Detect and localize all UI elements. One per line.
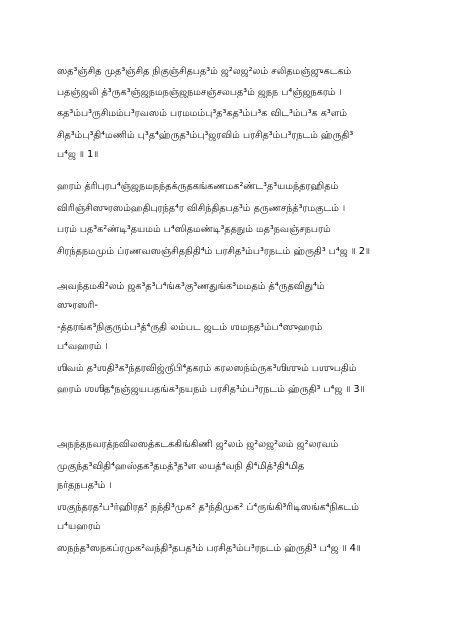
verse-line: அநந்தநவரத்நவிலஸத்கடககிங்கிணி ஜ²லம் ஜ²லஜ²லம் ஜ²லரவம் [57,439,339,450]
verse-line: பரம் பத³க²ண்டி³தயமம் ப⁴ஸிதமண்டி³ததநும் மத³நவஞ்சநபரம் [57,224,331,235]
verse-line: ஸநந்த³ஸநகப்ரமுக²வந்தி³தபத³ம் பரசித³ம்ப³ரநடம் ஹ்ருதி³ ப⁴ஜ ॥ 4॥ [57,543,361,554]
verse-number-line: ப⁴ஜ ॥ 1॥ [57,149,99,160]
verse-line: ஹரம் ஶஶித⁴நஞ்ஜயபதங்க³நயநம் பரசித³ம்ப³ரநடம் ஹ்ருதி³ ப⁴ஜ ॥ 3॥ [57,384,365,395]
verse-line: விரிஞ்சிஸுரஸம்ஹதிபுரந்த⁴ர விசிந்திதபத³ம் தருணசந்த்³ரமகுடம் । [57,203,346,214]
verse-line: ஸத³ஞ்சித முத³ஞ்சித நிகுஞ்சிதபத³ம் ஜ²லஜ²லம் சலிதமஞ்ஜுகடகம் [57,66,352,77]
verse-line: பதஞ்ஜலி த்³ருக³ஞ்ஜநமநஞ்ஜநமசஞ்சலபத³ம் ஜநந ப⁴ஞ்ஜநகரம் । [57,87,342,98]
verse-line: நர்தநபத³ம் । [57,480,112,491]
verse-line: ஶிவம் த³ஶதி³க³ந்தரவிஜ்ருஂபி⁴தகரம் கரலஸந்ம்ருக³ஶிஶும் பஶுபதிம் [57,363,357,374]
verse-line: -த்தரங்க³நிகுரும்ப³த்⁴ருதி லம்பட ஜடம் ஶமநத³ம்ப⁴ஸுஹரம் [57,322,323,333]
verse-line: ஶகுந்தரத²ப³ர்ஹிரத² நந்தி³முக² த³ந்திமுக² ப்⁴ருங்கி³ரிடிஸங்க⁴நிகடம் [57,502,359,513]
verse-line: ஸுரஸரி- [57,300,98,311]
verse-line: ப⁴வஹரம் । [57,341,108,352]
verse-line: கத³ம்ப³ருசிமம்ப³ரவஸம் பரமமம்பு³த³கத³ம்ப³க விட³ம்ப³க க³ளம் [57,108,348,119]
verse-line: ப⁴யஹரம் [57,521,101,532]
verse-line: ஹரம் த்ரிபுரப⁴ஞ்ஜநமநந்தக்ருதகங்கணமக²ண்ட³த³யமந்தரஹிதம் [57,181,339,192]
verse-line: அவந்தமகி²லம் ஜக³த³ப⁴ங்க³கு³ணதுங்க³மமதம் த்⁴ருதவிது⁴ம் [57,281,325,292]
verse-line: சித³ம்பு³தி⁴மணிம் பு³த⁴ஹ்ருத³ம்பு³ஜரவிம் பரசித³ம்ப³ரநடம் ஹ்ருதி³ [57,130,354,141]
verse-line: சிரந்தநமமும் ப்ரணவஸஞ்சிதநிதி⁴ம் பரசித³ம்ப³ரநடம் ஹ்ருதி³ ப⁴ஜ ॥ 2॥ [57,246,370,257]
verse-line: முகுந்த³விதி⁴ஹஸ்தக³தமத்³த³ள லயத்⁴வநி தி⁴மித்³தி⁴மித [57,461,305,472]
